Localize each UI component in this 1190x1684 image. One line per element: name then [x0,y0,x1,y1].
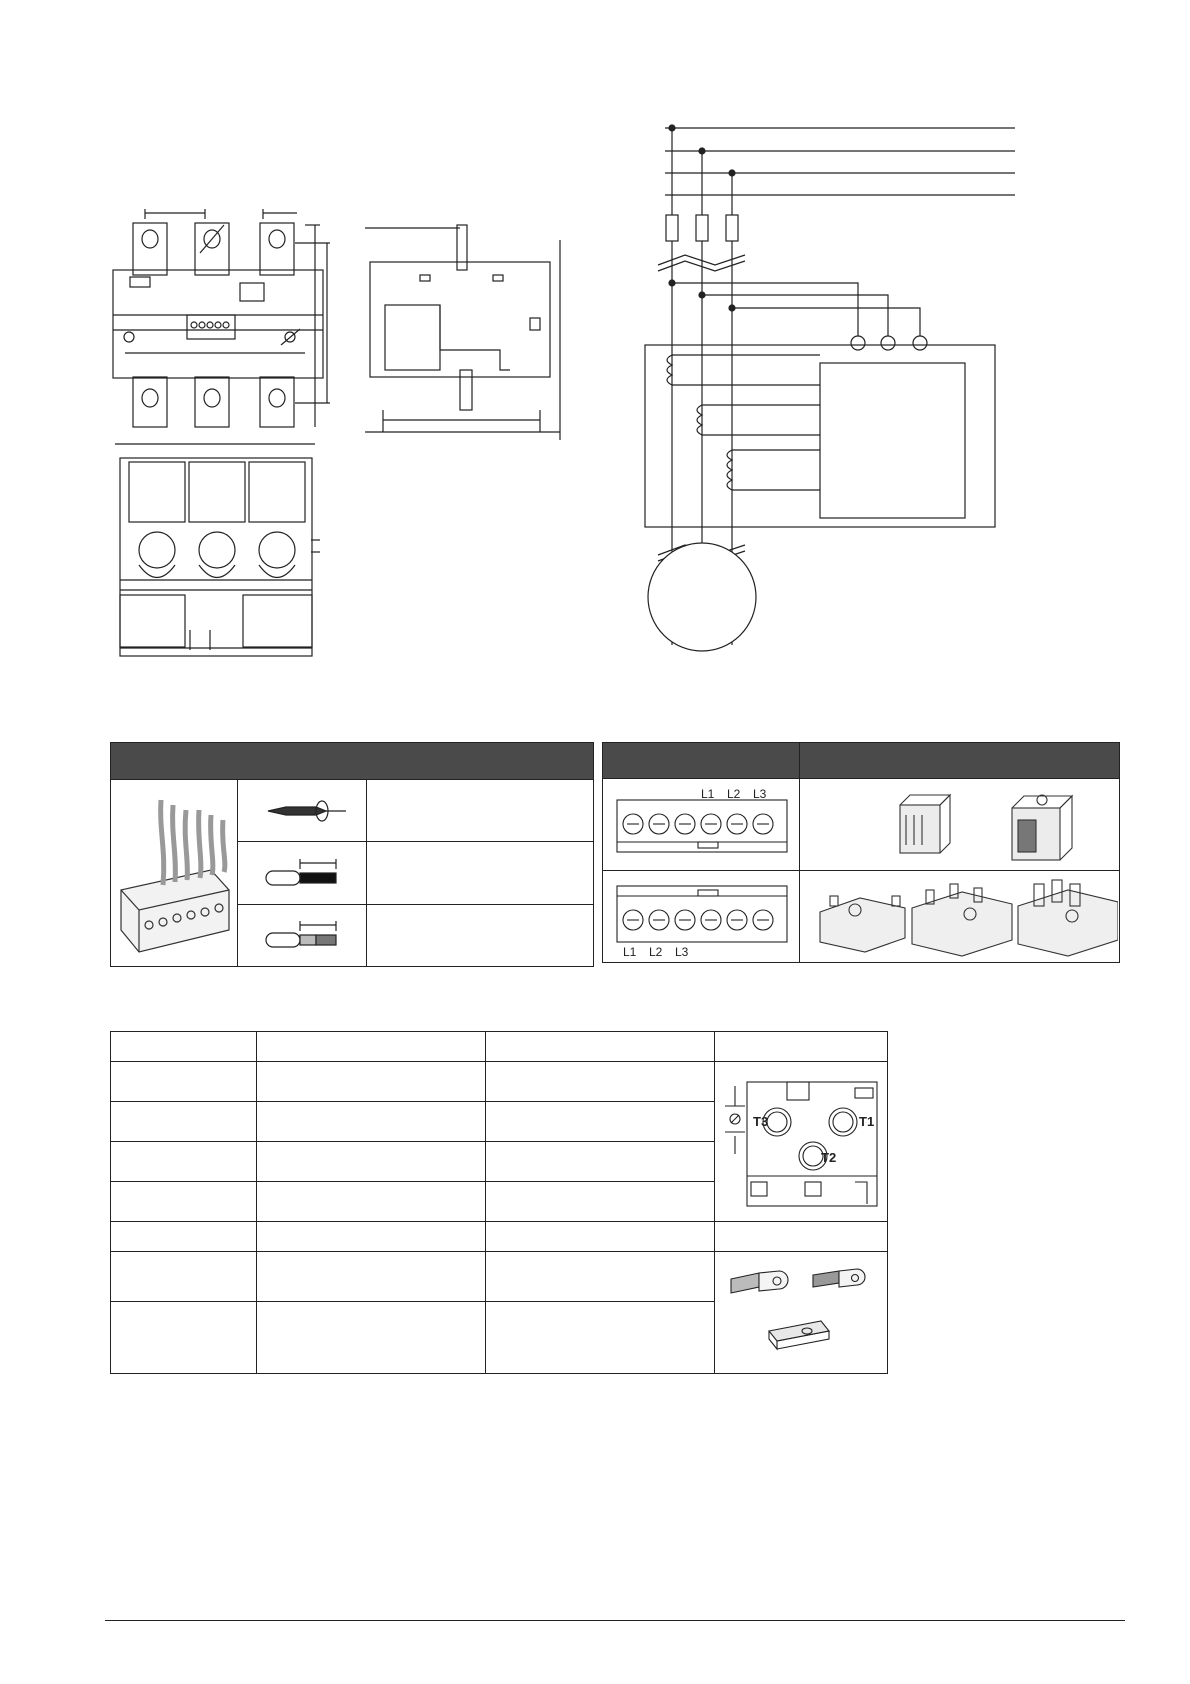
ferrule-wire-text [367,904,594,966]
terminal-connector-illustration [111,780,237,966]
terminal-label-top-2: L2 [727,786,741,801]
connection-table-header [111,743,594,780]
terminal-detail-illustration [715,1064,887,1220]
terminal-label-t2: T2 [821,1149,837,1165]
terminal-label-bottom-1: L1 [623,944,637,959]
wiring-diagram [630,115,1020,705]
spec-cell [111,1102,257,1142]
terminal-label-top-1: L1 [701,786,715,801]
spec-cell [257,1222,486,1252]
screwdriver-cell [238,780,367,842]
spec-cell [111,1142,257,1182]
spec-cell [111,1302,257,1374]
terminal-label-top-3: L3 [753,786,767,801]
spec-cell [486,1182,715,1222]
large-relays-cell [800,871,1120,963]
dimension-drawing-bottom [115,440,330,665]
screwdriver-text [367,780,594,842]
small-relay-illustration [800,780,1118,870]
spec-header-3 [486,1032,715,1062]
connection-table [110,742,594,967]
cable-lug-cell [715,1252,888,1374]
spec-cell [257,1252,486,1302]
terminal-label-t1: T1 [859,1113,875,1129]
terminal-label-t3: T3 [753,1113,769,1129]
specification-table [110,1031,888,1374]
terminal-block-bottom-cell [603,871,800,963]
terminal-block-header-left [603,743,800,779]
spec-cell [111,1222,257,1252]
terminal-block-top-cell [603,779,800,871]
spec-cell [486,1252,715,1302]
spec-cell [257,1142,486,1182]
ferrule-wire-cell [238,904,367,966]
large-relay-illustration [800,872,1118,962]
dimension-drawing-front [105,205,350,430]
solid-wire-text [367,842,594,904]
spec-cell [715,1222,888,1252]
spec-cell [486,1102,715,1142]
terminal-block-table [602,742,1120,963]
terminal-label-bottom-2: L2 [649,944,663,959]
spec-header-4 [715,1032,888,1062]
connector-cell [111,780,238,967]
terminal-label-bottom-3: L3 [675,944,689,959]
footer-rule [105,1620,1125,1621]
spec-cell [111,1252,257,1302]
screwdriver-icon [238,781,366,841]
cable-lug-illustration [715,1253,887,1373]
solid-wire-icon [238,843,366,903]
spec-cell [111,1062,257,1102]
spec-cell [486,1302,715,1374]
spec-header-1 [111,1032,257,1062]
spec-cell [486,1062,715,1102]
spec-cell [111,1182,257,1222]
spec-cell [257,1062,486,1102]
spec-cell [257,1302,486,1374]
dimension-drawing-side [365,220,585,445]
spec-cell [257,1182,486,1222]
spec-header-2 [257,1032,486,1062]
ferrule-wire-icon [238,905,366,965]
spec-cell [486,1142,715,1182]
terminal-detail-cell [715,1062,888,1222]
spec-cell [257,1102,486,1142]
spec-cell [486,1222,715,1252]
terminal-block-header-right [800,743,1120,779]
solid-wire-cell [238,842,367,904]
small-relays-cell [800,779,1120,871]
